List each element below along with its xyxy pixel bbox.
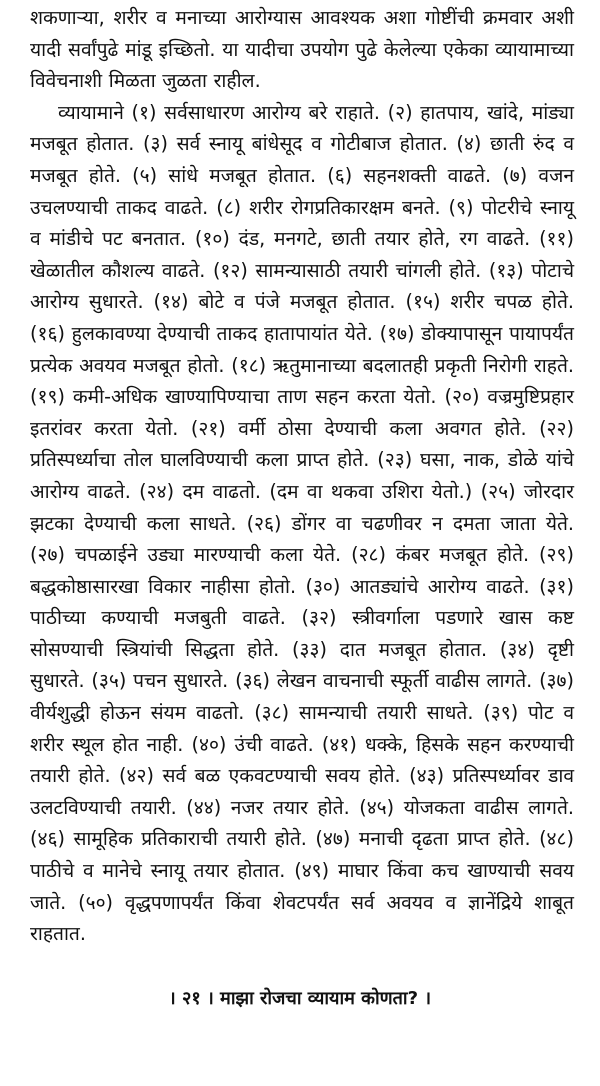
intro-paragraph: शकणाऱ्या, शरीर व मनाच्या आरोग्यास आवश्यक अशा गोष्टींची क्रमवार अशी यादी सर्वांपुढे मांडू इच्छितो. या यादीचा उपयोग पुढे केलेल्या एकेका व्यायामाच्या विवेचनाशी मिळता जुळता राहील. <box>30 6 574 93</box>
benefits-list-paragraph: व्यायामाने (१) सर्वसाधारण आरोग्य बरे राहाते. (२) हातपाय, खांदे, मांड्या मजबूत होतात. (३) सर्व स्नायू बांधेसूद व गोटीबाज होतात. (४) छाती रुंद व मजबूत होते. (५) सांधे मजबूत होतात. (६) सहनशक्ती वाढते. (७) वजन उचलण्याची ताकद वाढते. (८) शरीर रोगप्रतिकारक्षम बनते. (९) पोटरीचे स्नायू व मांडीचे पट बनतात. (१०) दंड, मनगटे, छाती तयार होते, रग वाढते. (११) खेळातील कौशल्य वाढते. (१२) सामन्यासाठी तयारी चांगली होते. (१३) पोटाचे आरोग्य सुधारते. (१४) बोटे व पंजे मजबूत होतात. (१५) शरीर चपळ होते. (१६) हुलकावण्या देण्याची ताकद हातापायांत येते. (१७) डोक्यापासून पायापर्यंत प्रत्येक अवयव मजबूत होतो. (१८) ऋतुमानाच्या बदलातही प्रकृती निरोगी राहते. (१९) कमी-अधिक खाण्यापिण्याचा ताण सहन करता येतो. (२०) वज्रमुष्टिप्रहार इतरांवर करता येतो. (२१) वर्मी ठोसा देण्याची कला अवगत होते. (२२) प्रतिस्पर्ध्याचा तोल घालविण्याची कला प्राप्त होते. (२३) घसा, नाक, डोळे यांचे आरोग्य वाढते. (२४) दम वाढतो. (दम वा थकवा उशिरा येतो.) (२५) जोरदार झटका देण्याची कला साधते. (२६) डोंगर वा चढणीवर न दमता जाता येते. (२७) चपळाईने उड्या मारण्याची कला येते. (२८) कंबर मजबूत होते. (२९) बद्धकोष्ठासारखा विकार नाहीसा होतो. (३०) आतड्यांचे आरोग्य वाढते. (३१) पाठीच्या कण्याची मजबुती वाढते. (३२) स्त्रीवर्गाला पडणारे खास कष्ट सोसण्याची स्त्रियांची सिद्धता होते. (३३) दात मजबूत होतात. (३४) दृष्टी सुधारते. (३५) पचन सुधारते. (३६) लेखन वाचनाची स्फूर्ती वाढीस लागते. (३७) वीर्यशुद्धी होऊन संयम वाढतो. (३८) सामन्याची तयारी साधते. (३९) पोट व शरीर स्थूल होत नाही. (४०) उंची वाढते. (४१) धक्के, हिसके सहन करण्याची तयारी होते. (४२) सर्व बळ एकवटण्याची सवय होते. (४३) प्रतिस्पर्ध्यावर डाव उलटविण्याची तयारी. (४४) नजर तयार होते. (४५) योजकता वाढीस लागते. (४६) सामूहिक प्रतिकाराची तयारी होते. (४७) मनाची दृढता प्राप्त होते. (४८) पाठीचे व मानेचे स्नायू तयार होतात. (४९) माघार किंवा कच खाण्याची सवय जाते. (५०) वृद्धपणापर्यंत किंवा शेवटपर्यंत सर्व अवयव व ज्ञानेंद्रिये शाबूत राहतात. <box>30 100 574 946</box>
chapter-heading: । २१ । माझा रोजचा व्यायाम कोणता? । <box>168 988 432 1009</box>
